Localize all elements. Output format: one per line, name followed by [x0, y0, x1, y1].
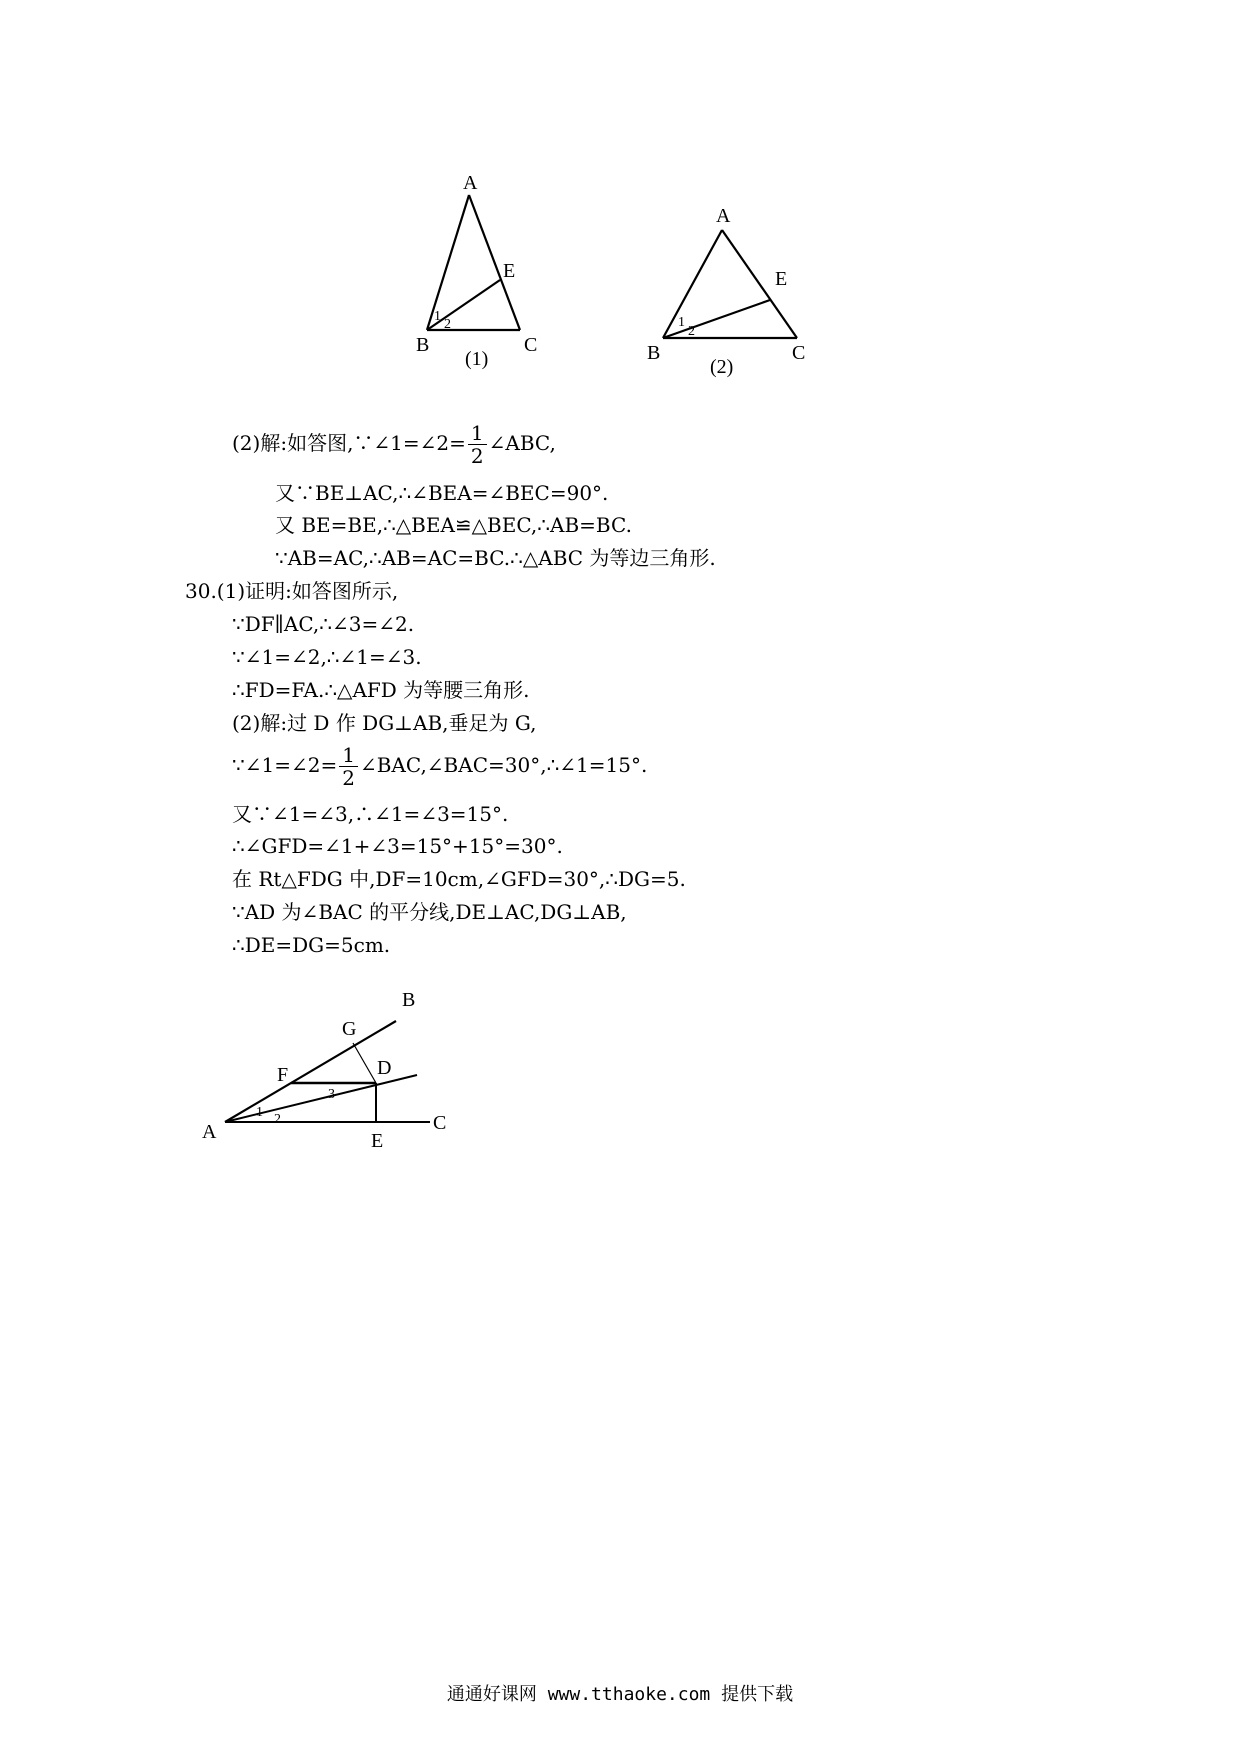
text: ∠BAC,∠BAC=30°,∴∠1=15°. [359, 753, 648, 777]
problem-30-line-7: 又∵∠1=∠3,∴∠1=∠3=15°. [232, 802, 509, 826]
numerator: 1 [468, 422, 487, 445]
vertex-f: F [277, 1064, 289, 1086]
footer-text: 通通好课网 www.tthaoke.com 提供下载 [446, 1684, 794, 1705]
fraction-one-half [468, 422, 487, 467]
figure-1-caption: (1) [465, 348, 489, 370]
solution-29-2-line-3: 又 BE=BE,∴△BEA≌△BEC,∴AB=BC. [275, 513, 632, 537]
problem-30-line-10: ∵AD 为∠BAC 的平分线,DE⊥AC,DG⊥AB, [232, 900, 627, 924]
denominator: 2 [470, 444, 484, 468]
problem-30-line-3: ∵∠1=∠2,∴∠1=∠3. [232, 645, 422, 669]
angle-1-label: 1 [256, 1105, 263, 1120]
angle-2-label: 2 [274, 1112, 281, 1127]
vertex-a: A [716, 205, 731, 227]
problem-30-line-5: (2)解:过 D 作 DG⊥AB,垂足为 G, [232, 711, 537, 735]
numerator: 1 [339, 744, 358, 767]
denominator: 2 [342, 766, 355, 790]
solution-29-2-line-1 [232, 418, 556, 468]
vertex-b: B [416, 334, 430, 356]
edge-ab [663, 230, 722, 338]
figure-1-triangle [416, 172, 570, 375]
problem-30-line-2: ∵DF∥AC,∴∠3=∠2. [232, 612, 415, 636]
figure-3-angle-bisector [190, 985, 470, 1165]
problem-30-line-8: ∴∠GFD=∠1+∠3=15°+15°=30°. [232, 834, 563, 858]
vertex-g: G [342, 1018, 357, 1040]
angle-1-label: 1 [678, 315, 685, 330]
vertex-c: C [433, 1112, 447, 1134]
angle-3-label: 3 [328, 1087, 335, 1102]
figure-2-caption: (2) [710, 356, 734, 378]
problem-30-line-9: 在 Rt△FDG 中,DF=10cm,∠GFD=30°,∴DG=5. [232, 867, 686, 891]
text: (2)解:如答图,∵∠1=∠2= [232, 431, 466, 455]
text: ∠ABC, [488, 431, 556, 455]
angle-1-label: 1 [434, 309, 441, 324]
problem-30-line-6 [232, 740, 647, 790]
angle-2-label: 2 [688, 324, 695, 339]
ray-ab [225, 1021, 396, 1122]
problem-30-line-4: ∴FD=FA.∴△AFD 为等腰三角形. [232, 678, 530, 702]
vertex-e: E [775, 268, 788, 290]
angle-2-label: 2 [444, 317, 451, 332]
vertex-e: E [503, 260, 516, 282]
text: ∵∠1=∠2= [232, 753, 338, 777]
figure-2-triangle [645, 205, 825, 385]
fraction-one-half [339, 744, 358, 789]
problem-30-line-11: ∴DE=DG=5cm. [232, 933, 391, 957]
vertex-c: C [524, 334, 538, 356]
solution-29-2-line-2: 又∵BE⊥AC,∴∠BEA=∠BEC=90°. [275, 481, 609, 505]
vertex-c: C [792, 342, 806, 364]
vertex-b: B [647, 342, 661, 364]
segment-dg [353, 1043, 376, 1083]
problem-30-line-1: 30.(1)证明:如答图所示, [185, 579, 399, 603]
vertex-d: D [377, 1057, 392, 1079]
vertex-a: A [463, 172, 478, 194]
vertex-a: A [202, 1121, 217, 1143]
vertex-e: E [371, 1130, 384, 1152]
solution-29-2-line-4: ∵AB=AC,∴AB=AC=BC.∴△ABC 为等边三角形. [275, 546, 716, 570]
vertex-b: B [402, 989, 416, 1011]
